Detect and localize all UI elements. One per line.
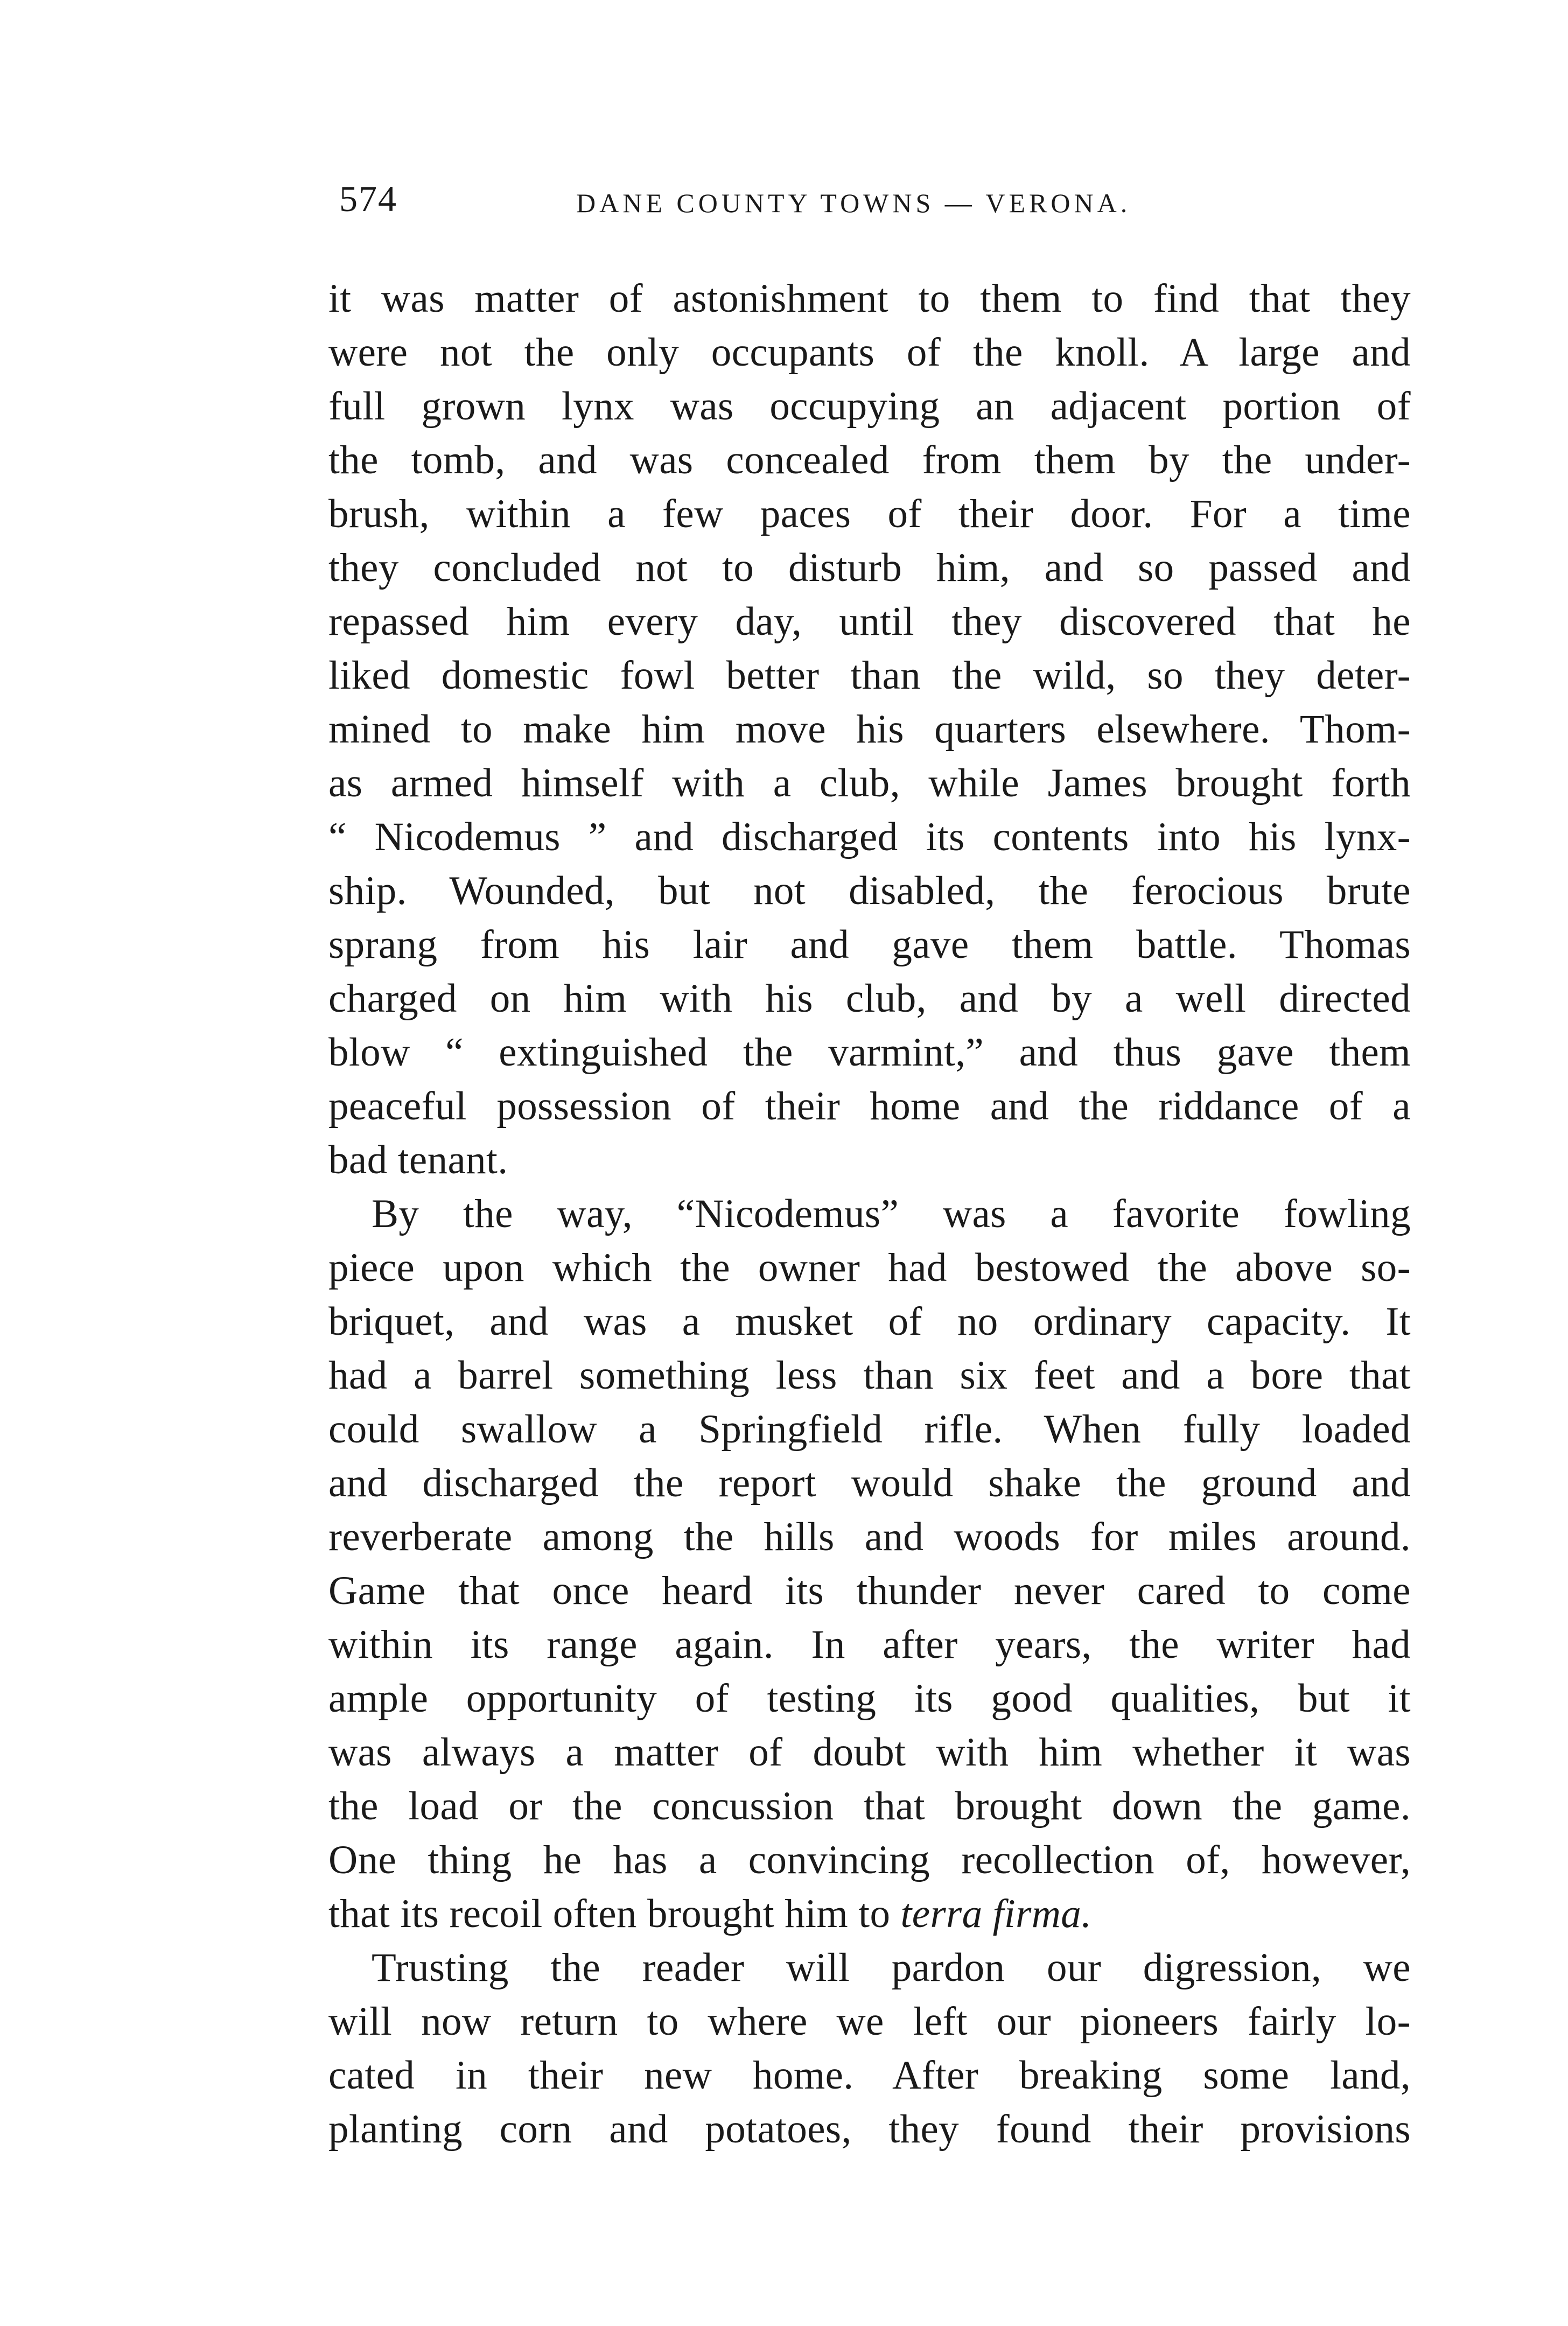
text-line: mined to make him move his quarters elsewhere. Thom-: [328, 707, 1411, 752]
text-line: sprang from his lair and gave them battle. Thomas: [328, 922, 1411, 967]
paragraph-1: [328, 272, 1411, 1187]
text-line: liked domestic fowl better than the wild, so they deter-: [328, 653, 1411, 698]
text-line: Game that once heard its thunder never cared to come: [328, 1568, 1411, 1613]
page-number: 574: [339, 178, 397, 219]
text-line: By the way, “Nicodemus” was a favorite fowling: [372, 1192, 1411, 1236]
text-line: peaceful possession of their home and the riddance of a: [328, 1084, 1411, 1129]
running-head: DANE COUNTY TOWNS — VERONA.: [576, 188, 1131, 218]
text-line: planting corn and potatoes, they found their provisions: [328, 2107, 1411, 2152]
text-line: the tomb, and was concealed from them by the under-: [328, 438, 1411, 482]
text-line: the load or the concussion that brought down the game.: [328, 1784, 1411, 1828]
text-line: as armed himself with a club, while James brought forth: [328, 761, 1411, 805]
text-line: piece upon which the owner had bestowed the above so-: [328, 1245, 1411, 1290]
paragraph-3: [328, 1941, 1411, 2156]
text-line: charged on him with his club, and by a well directed: [328, 976, 1411, 1021]
text-line: ship. Wounded, but not disabled, the ferocious brute: [328, 868, 1411, 913]
italic-phrase: terra firma.: [900, 1891, 1092, 1936]
text-line: brush, within a few paces of their door. For a time: [328, 492, 1411, 536]
text-line: and discharged the report would shake the ground and: [328, 1461, 1411, 1505]
text-line: blow “ extinguished the varmint,” and thus gave them: [328, 1030, 1411, 1075]
text-line: Trusting the reader will pardon our digression, we: [372, 1945, 1411, 1990]
text-run: that its recoil often brought him to: [328, 1891, 901, 1936]
text-line: repassed him every day, until they discovered that he: [328, 599, 1411, 644]
text-line: they concluded not to disturb him, and so passed and: [328, 545, 1411, 590]
text-line: within its range again. In after years, the writer had: [328, 1622, 1411, 1667]
text-line: “ Nicodemus ” and discharged its contents into his lynx-: [328, 815, 1411, 859]
body-text: [328, 272, 1411, 2156]
text-line: was always a matter of doubt with him whether it was: [328, 1730, 1411, 1775]
text-line: One thing he has a convincing recollection of, however,: [328, 1838, 1411, 1882]
text-line: bad tenant.: [328, 1138, 508, 1182]
text-line: [328, 1887, 1411, 1941]
text-line: briquet, and was a musket of no ordinary capacity. It: [328, 1299, 1411, 1344]
text-line: had a barrel something less than six feet and a bore that: [328, 1353, 1411, 1398]
page-header: [339, 178, 1389, 242]
text-line: will now return to where we left our pioneers fairly lo-: [328, 1999, 1411, 2044]
text-line: reverberate among the hills and woods for miles around.: [328, 1515, 1411, 1559]
text-line: ample opportunity of testing its good qualities, but it: [328, 1676, 1411, 1721]
text-line: cated in their new home. After breaking some land,: [328, 2053, 1411, 2098]
paragraph-2: [328, 1187, 1411, 1941]
text-line: were not the only occupants of the knoll. A large and: [328, 330, 1411, 375]
text-line: it was matter of astonishment to them to find that they: [328, 276, 1411, 321]
text-line: could swallow a Springfield rifle. When fully loaded: [328, 1407, 1411, 1452]
text-line: full grown lynx was occupying an adjacent portion of: [328, 384, 1411, 429]
